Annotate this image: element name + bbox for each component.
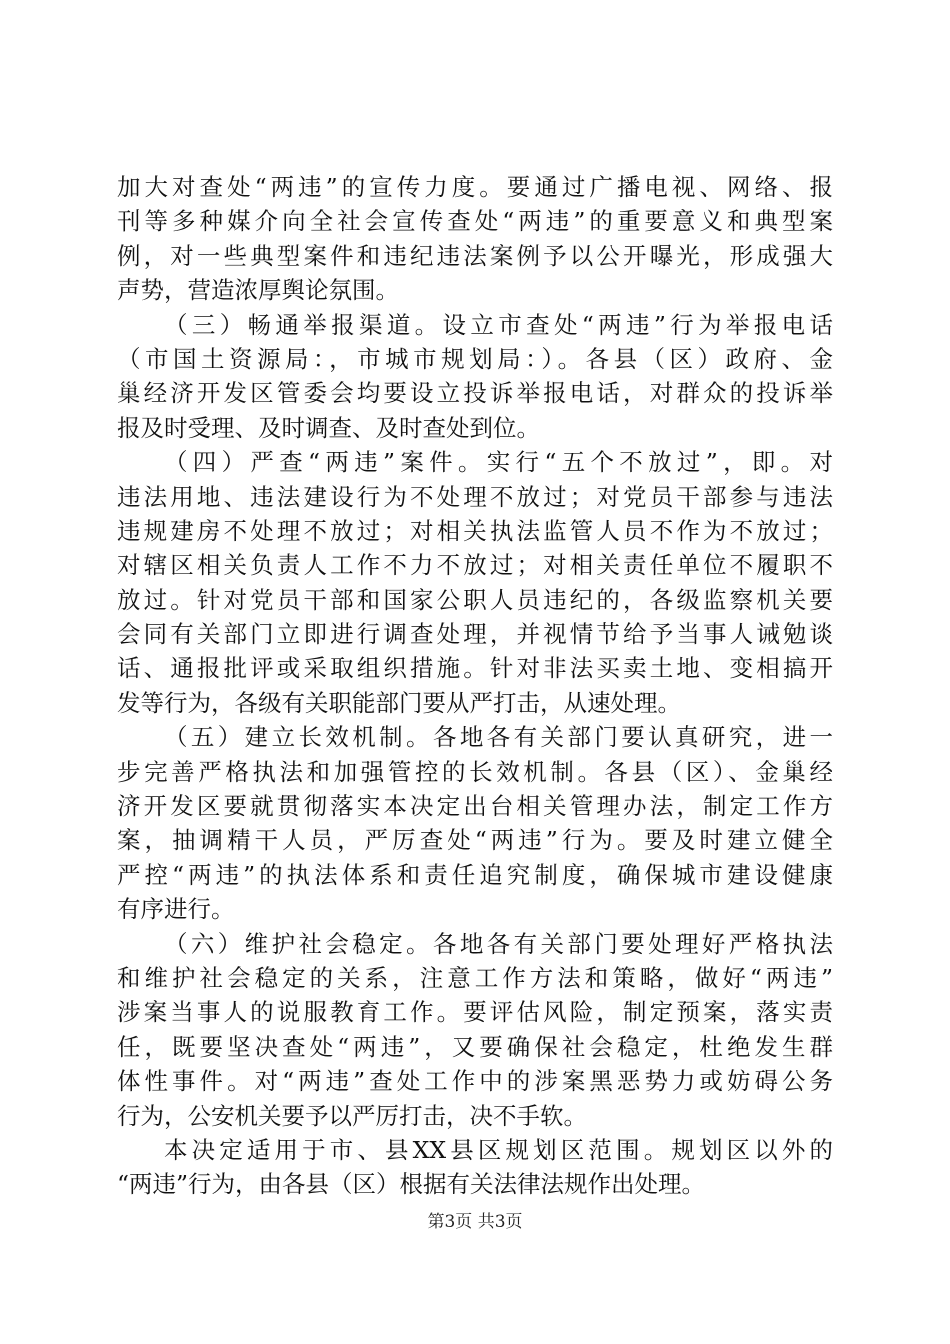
page-number-footer: 第3页 共3页 <box>427 1212 523 1232</box>
paragraph-long-term-mechanism <box>117 720 833 926</box>
text-line: 济开发区要就贯彻落实本决定出台相关管理办法，制定工作方 <box>117 792 833 821</box>
text-line: 巢经济开发区管委会均要设立投诉举报电话，对群众的投诉举 <box>117 379 833 408</box>
text-line: 违法用地、违法建设行为不处理不放过；对党员干部参与违法 <box>117 482 833 511</box>
text-line: 涉案当事人的说服教育工作。要评估风险，制定预案，落实责 <box>117 998 833 1027</box>
text-line: 步完善严格执法和加强管控的长效机制。各县（区）、金巢经 <box>117 757 833 786</box>
text-line: （六）维护社会稳定。各地各有关部门要处理好严格执法 <box>164 929 833 958</box>
text-line: 放过。针对党员干部和国家公职人员违纪的，各级监察机关要 <box>117 585 833 614</box>
text-line: 体性事件。对“两违”查处工作中的涉案黑恶势力或妨碍公务 <box>117 1067 833 1096</box>
text-line: 声势，营造浓厚舆论氛围。 <box>117 276 399 305</box>
text-line: 严控“两违”的执法体系和责任追究制度，确保城市建设健康 <box>117 860 833 889</box>
document-body <box>117 170 833 1202</box>
text-line: 话、通报批评或采取组织措施。针对非法买卖土地、变相搞开 <box>117 654 833 683</box>
paragraph-publicity <box>117 170 833 308</box>
paragraph-scope <box>117 1133 833 1202</box>
paragraph-investigate-cases <box>117 445 833 720</box>
text-line: （四）严查“两违”案件。实行“五个不放过”，即。对 <box>164 448 833 477</box>
text-line: 加大对查处“两违”的宣传力度。要通过广播电视、网络、报 <box>117 173 833 201</box>
text-line: 和维护社会稳定的关系，注意工作方法和策略，做好“两违” <box>117 963 833 992</box>
text-line: 本决定适用于市、县XX县区规划区范围。规划区以外的 <box>164 1135 833 1164</box>
text-line: 违规建房不处理不放过；对相关执法监管人员不作为不放过； <box>117 516 833 545</box>
text-line: 例，对一些典型案件和违纪违法案例予以公开曝光，形成强大 <box>117 241 833 270</box>
paragraph-social-stability <box>117 927 833 1133</box>
text-line: （三）畅通举报渠道。设立市查处“两违”行为举报电话 <box>164 310 833 339</box>
paragraph-reporting-channels <box>117 308 833 446</box>
text-line: 对辖区相关负责人工作不力不放过；对相关责任单位不履职不 <box>117 551 833 580</box>
text-line: “两违”行为，由各县（区）根据有关法律法规作出处理。 <box>117 1170 706 1199</box>
text-line: （五）建立长效机制。各地各有关部门要认真研究，进一 <box>164 723 833 752</box>
text-line: 任，既要坚决查处“两违”，又要确保社会稳定，杜绝发生群 <box>117 1032 833 1061</box>
text-line: 发等行为，各级有关职能部门要从严打击，从速处理。 <box>117 688 681 717</box>
text-line: 会同有关部门立即进行调查处理，并视情节给予当事人诫勉谈 <box>117 620 833 649</box>
text-line: 案，抽调精干人员，严厉查处“两违”行为。要及时建立健全 <box>117 826 833 855</box>
text-line: 报及时受理、及时调查、及时查处到位。 <box>117 413 540 442</box>
text-line: 行为，公安机关要予以严厉打击，决不手软。 <box>117 1101 587 1130</box>
text-line: 有序进行。 <box>117 895 235 924</box>
text-line: （市国土资源局：，市城市规划局：）。各县（区）政府、金 <box>117 344 833 373</box>
text-line: 刊等多种媒介向全社会宣传查处“两违”的重要意义和典型案 <box>117 207 833 236</box>
